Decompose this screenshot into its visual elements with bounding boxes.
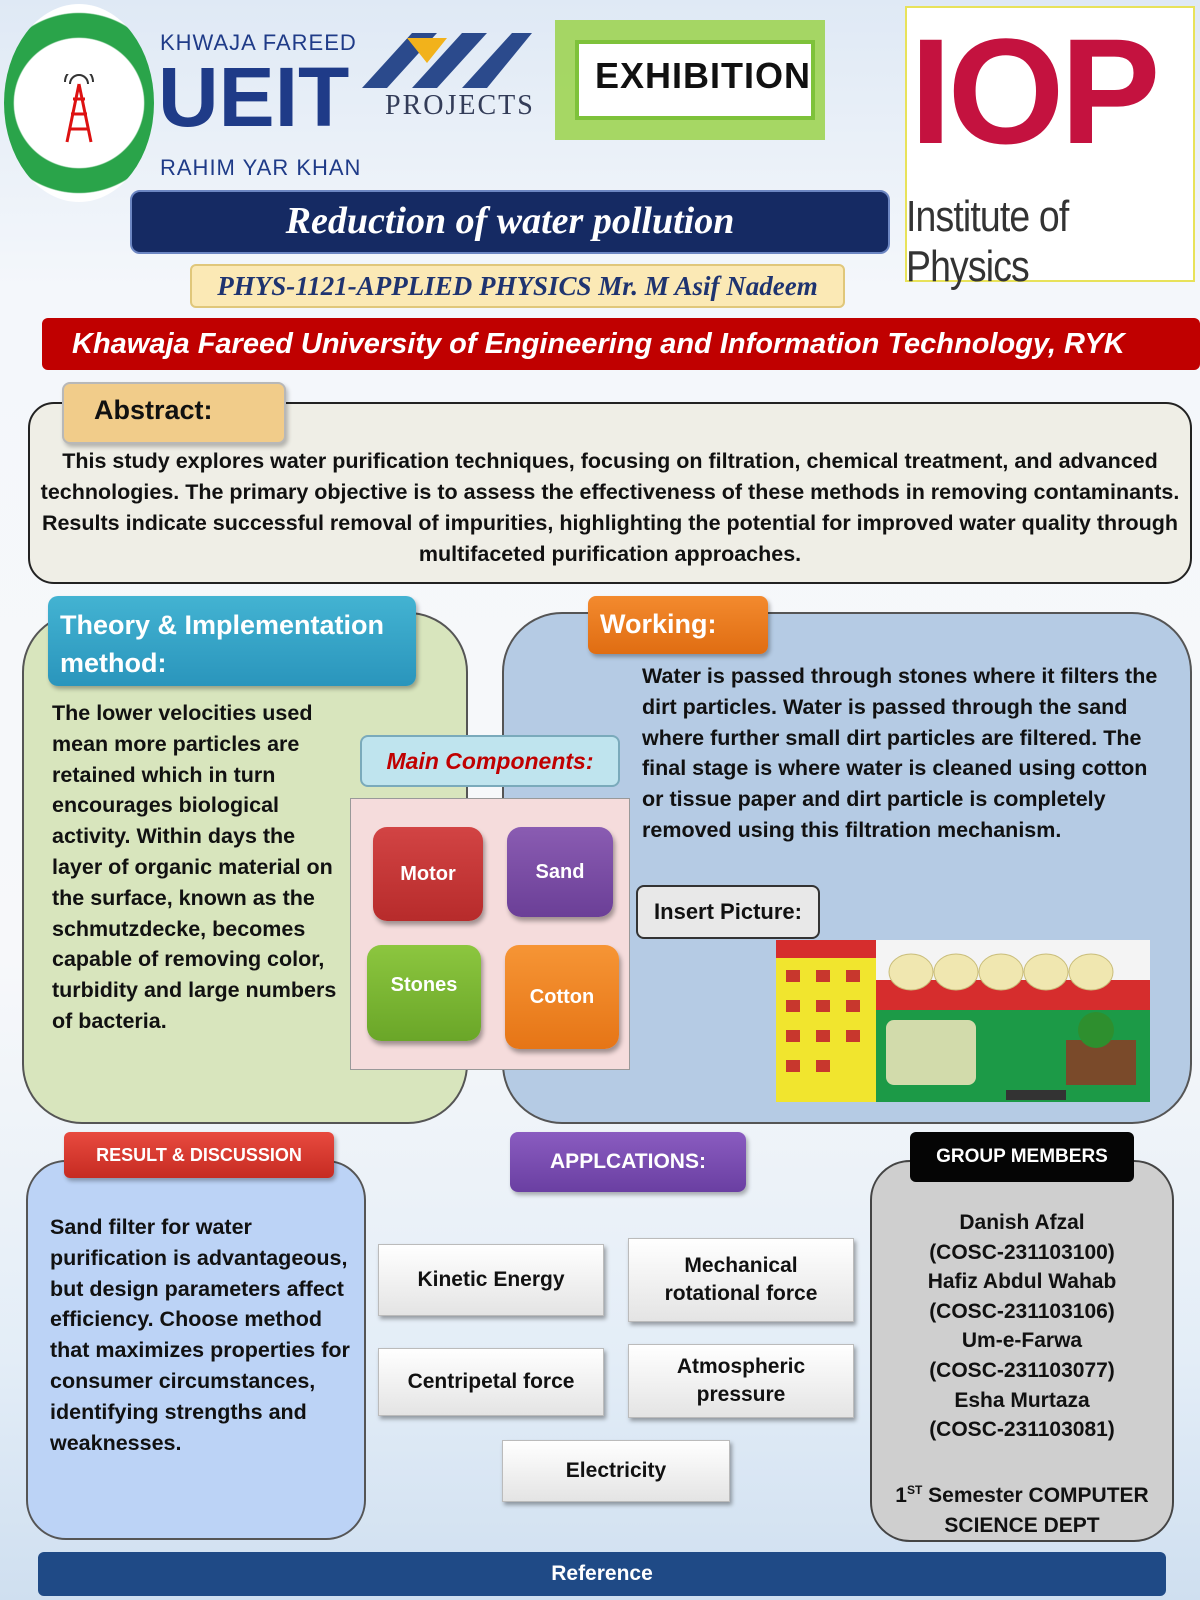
member-id: (COSC-231103081) [929, 1418, 1115, 1442]
results-heading: RESULT & DISCUSSION [64, 1132, 334, 1178]
semester-text: Semester COMPUTER SCIENCE DEPT [922, 1484, 1149, 1537]
ueit-logo-line1: KHWAJA FAREED [160, 30, 357, 55]
member-name: Esha Murtaza [954, 1388, 1090, 1412]
abstract-text: This study explores water purification techniques, focusing on filtration, chemical treatment, and advanced technologies. The primary objective is to assess the effectiveness of these methods in removing contaminants. Results indicate successful removal of impurities, highlighting the potential for improved water quality through multifaceted purification approaches. [40, 449, 1180, 566]
group-members-list [880, 1208, 1164, 1445]
semester-info [880, 1475, 1164, 1541]
components-diagram [350, 798, 630, 1070]
application-kinetic-energy: Kinetic Energy [378, 1244, 604, 1316]
application-centripetal-force: Centripetal force [378, 1348, 604, 1416]
group-members-heading: GROUP MEMBERS [910, 1132, 1134, 1182]
component-cotton: Cotton [505, 945, 619, 1049]
member-name: Um-e-Farwa [961, 1329, 1083, 1353]
theory-heading: Theory & Implementation method: [48, 596, 416, 686]
application-mechanical-force: Mechanical rotational force [628, 1238, 854, 1322]
exhibition-logo-text: EXHIBITION [595, 55, 812, 96]
reference-bar: Reference [38, 1552, 1166, 1596]
member-id: (COSC-231103100) [929, 1240, 1115, 1264]
insert-picture-label: Insert Picture: [636, 885, 820, 939]
member-id: (COSC-231103077) [929, 1358, 1115, 1382]
component-sand: Sand [507, 827, 613, 917]
semester-suffix: ST [906, 1483, 923, 1497]
project-photo [776, 940, 1150, 1102]
component-motor: Motor [373, 827, 483, 921]
projects-logo-text: PROJECTS [385, 90, 535, 121]
university-seal-logo [4, 4, 154, 202]
working-text: Water is passed through stones where it filters the dirt particles. Water is passed through the sand where further small dirt particles are filtered. The final stage is where water is cleaned using cotton or tissue paper and dirt particle is completely removed using this filtration mechanism. [642, 664, 1158, 842]
main-components-heading: Main Components: [360, 735, 620, 787]
working-heading: Working: [588, 596, 768, 654]
university-banner: Khawaja Fareed University of Engineering and Information Technology, RYK [42, 318, 1200, 370]
filtration-model-image [776, 940, 1150, 1102]
iop-logo-subtitle: Institute of Physics [906, 192, 1069, 291]
ueit-logo-text: UEIT [158, 50, 350, 144]
semester-number: 1 [895, 1484, 907, 1507]
component-stones: Stones [367, 945, 481, 1041]
course-info: PHYS-1121-APPLIED PHYSICS Mr. M Asif Nadeem [190, 264, 845, 308]
member-name: Hafiz Abdul Wahab [927, 1270, 1117, 1294]
iop-logo-text: IOP [910, 7, 1157, 175]
poster-title: Reduction of water pollution [130, 190, 890, 254]
application-electricity: Electricity [502, 1440, 730, 1502]
abstract-heading: Abstract: [62, 382, 286, 444]
member-name: Danish Afzal [959, 1211, 1085, 1234]
applications-heading: APPLCATIONS: [510, 1132, 746, 1192]
ueit-logo-line3: RAHIM YAR KHAN [160, 155, 362, 180]
application-atmospheric-pressure: Atmospheric pressure [628, 1344, 854, 1418]
tower-icon [59, 74, 99, 144]
results-text: Sand filter for water purification is advantageous, but design parameters affect efficiency. Choose method that maximizes properties for consumer circumstances, identifying strengths and weaknesses. [50, 1215, 350, 1455]
theory-text: The lower velocities used mean more particles are retained which in turn encourages biological activity. Within days the layer of organic material on the surface, known as the schmutzdecke, becomes capable of removing color, turbidity and large numbers of bacteria. [52, 701, 337, 1033]
member-id: (COSC-231103106) [929, 1299, 1115, 1323]
